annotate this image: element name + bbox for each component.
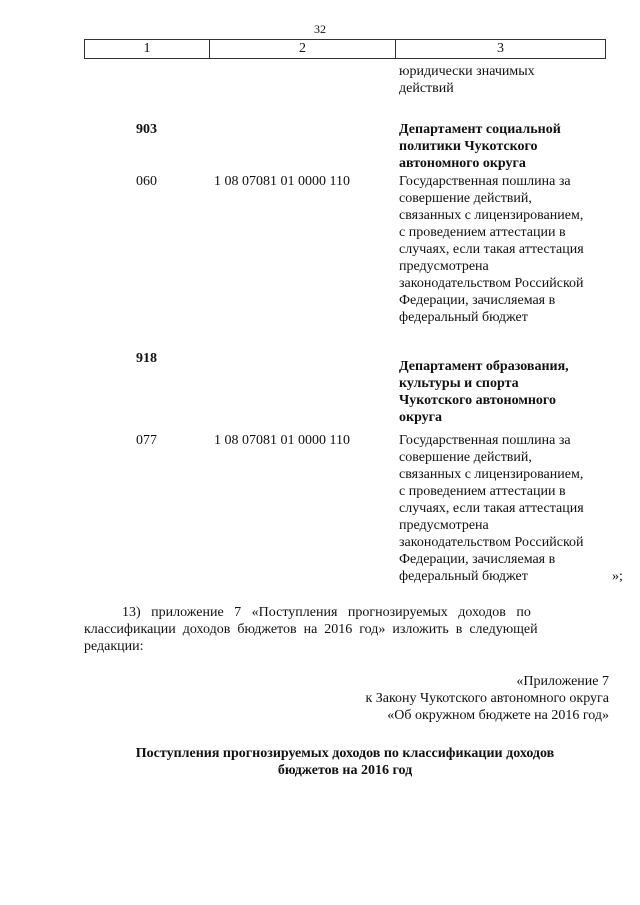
dept-name-social [399, 121, 609, 172]
description-line: с проведением аттестации в [399, 484, 566, 499]
continuation-line: действий [399, 81, 454, 96]
dept-name-line: Департамент социальной [399, 122, 561, 137]
appendix-reference [300, 673, 609, 724]
description-line: связанных с лицензированием, [399, 208, 584, 223]
dept-name-education [399, 358, 609, 426]
description-line: совершение действий, [399, 191, 532, 206]
continuation-line: юридически значимых [399, 64, 535, 79]
appendix-line: «Приложение 7 [516, 674, 609, 689]
dept-name-line: культуры и спорта [399, 376, 519, 391]
paragraph-line: редакции: [84, 639, 144, 654]
section-heading [84, 745, 606, 779]
paragraph-line: классификации доходов бюджетов на 2016 год» изложить в следующей [84, 622, 538, 637]
table-header-col2: 2 [210, 40, 396, 58]
kbk-code: 1 08 07081 01 0000 110 [214, 433, 350, 448]
amendment-paragraph [84, 604, 606, 655]
heading-line: бюджетов на 2016 год [277, 763, 413, 778]
description-line: случаях, если такая аттестация [399, 242, 584, 257]
appendix-line: к Закону Чукотского автономного округа [365, 691, 609, 706]
description-line: Федерации, зачисляемая в [399, 552, 556, 567]
paragraph-line: 13) приложение 7 «Поступления прогнозируемых доходов по [122, 605, 531, 620]
description-line: Федерации, зачисляемая в [399, 293, 556, 308]
description-line: случаях, если такая аттестация [399, 501, 584, 516]
admin-code-918: 918 [136, 351, 157, 366]
dept-name-line: политики Чукотского [399, 139, 538, 154]
dept-name-line: округа [399, 410, 443, 425]
description-line: предусмотрена [399, 518, 489, 533]
revenue-description [399, 173, 609, 326]
revenue-code-077: 077 [136, 433, 157, 448]
description-line: совершение действий, [399, 450, 532, 465]
appendix-line: «Об окружном бюджете на 2016 год» [387, 708, 609, 723]
description-line: предусмотрена [399, 259, 489, 274]
description-line: законодательством Российской [399, 276, 584, 291]
description-line: с проведением аттестации в [399, 225, 566, 240]
table-header-row [84, 39, 606, 59]
description-line: федеральный бюджет [399, 310, 528, 325]
kbk-code: 1 08 07081 01 0000 110 [214, 174, 350, 189]
closing-quote: »; [612, 569, 623, 584]
continuation-text [399, 63, 609, 97]
description-line: Государственная пошлина за [399, 174, 571, 189]
dept-name-line: автономного округа [399, 156, 526, 171]
revenue-code-060: 060 [136, 174, 157, 189]
table-header-col1: 1 [85, 40, 210, 58]
description-line: связанных с лицензированием, [399, 467, 584, 482]
description-line: федеральный бюджет [399, 569, 528, 584]
description-line: Государственная пошлина за [399, 433, 571, 448]
revenue-description [399, 432, 609, 585]
page-number: 32 [314, 22, 326, 36]
table-header-col3: 3 [497, 41, 504, 56]
admin-code-903: 903 [136, 122, 157, 137]
heading-line: Поступления прогнозируемых доходов по классификации доходов [135, 746, 555, 761]
dept-name-line: Чукотского автономного [399, 393, 556, 408]
description-line: законодательством Российской [399, 535, 584, 550]
dept-name-line: Департамент образования, [399, 359, 569, 374]
